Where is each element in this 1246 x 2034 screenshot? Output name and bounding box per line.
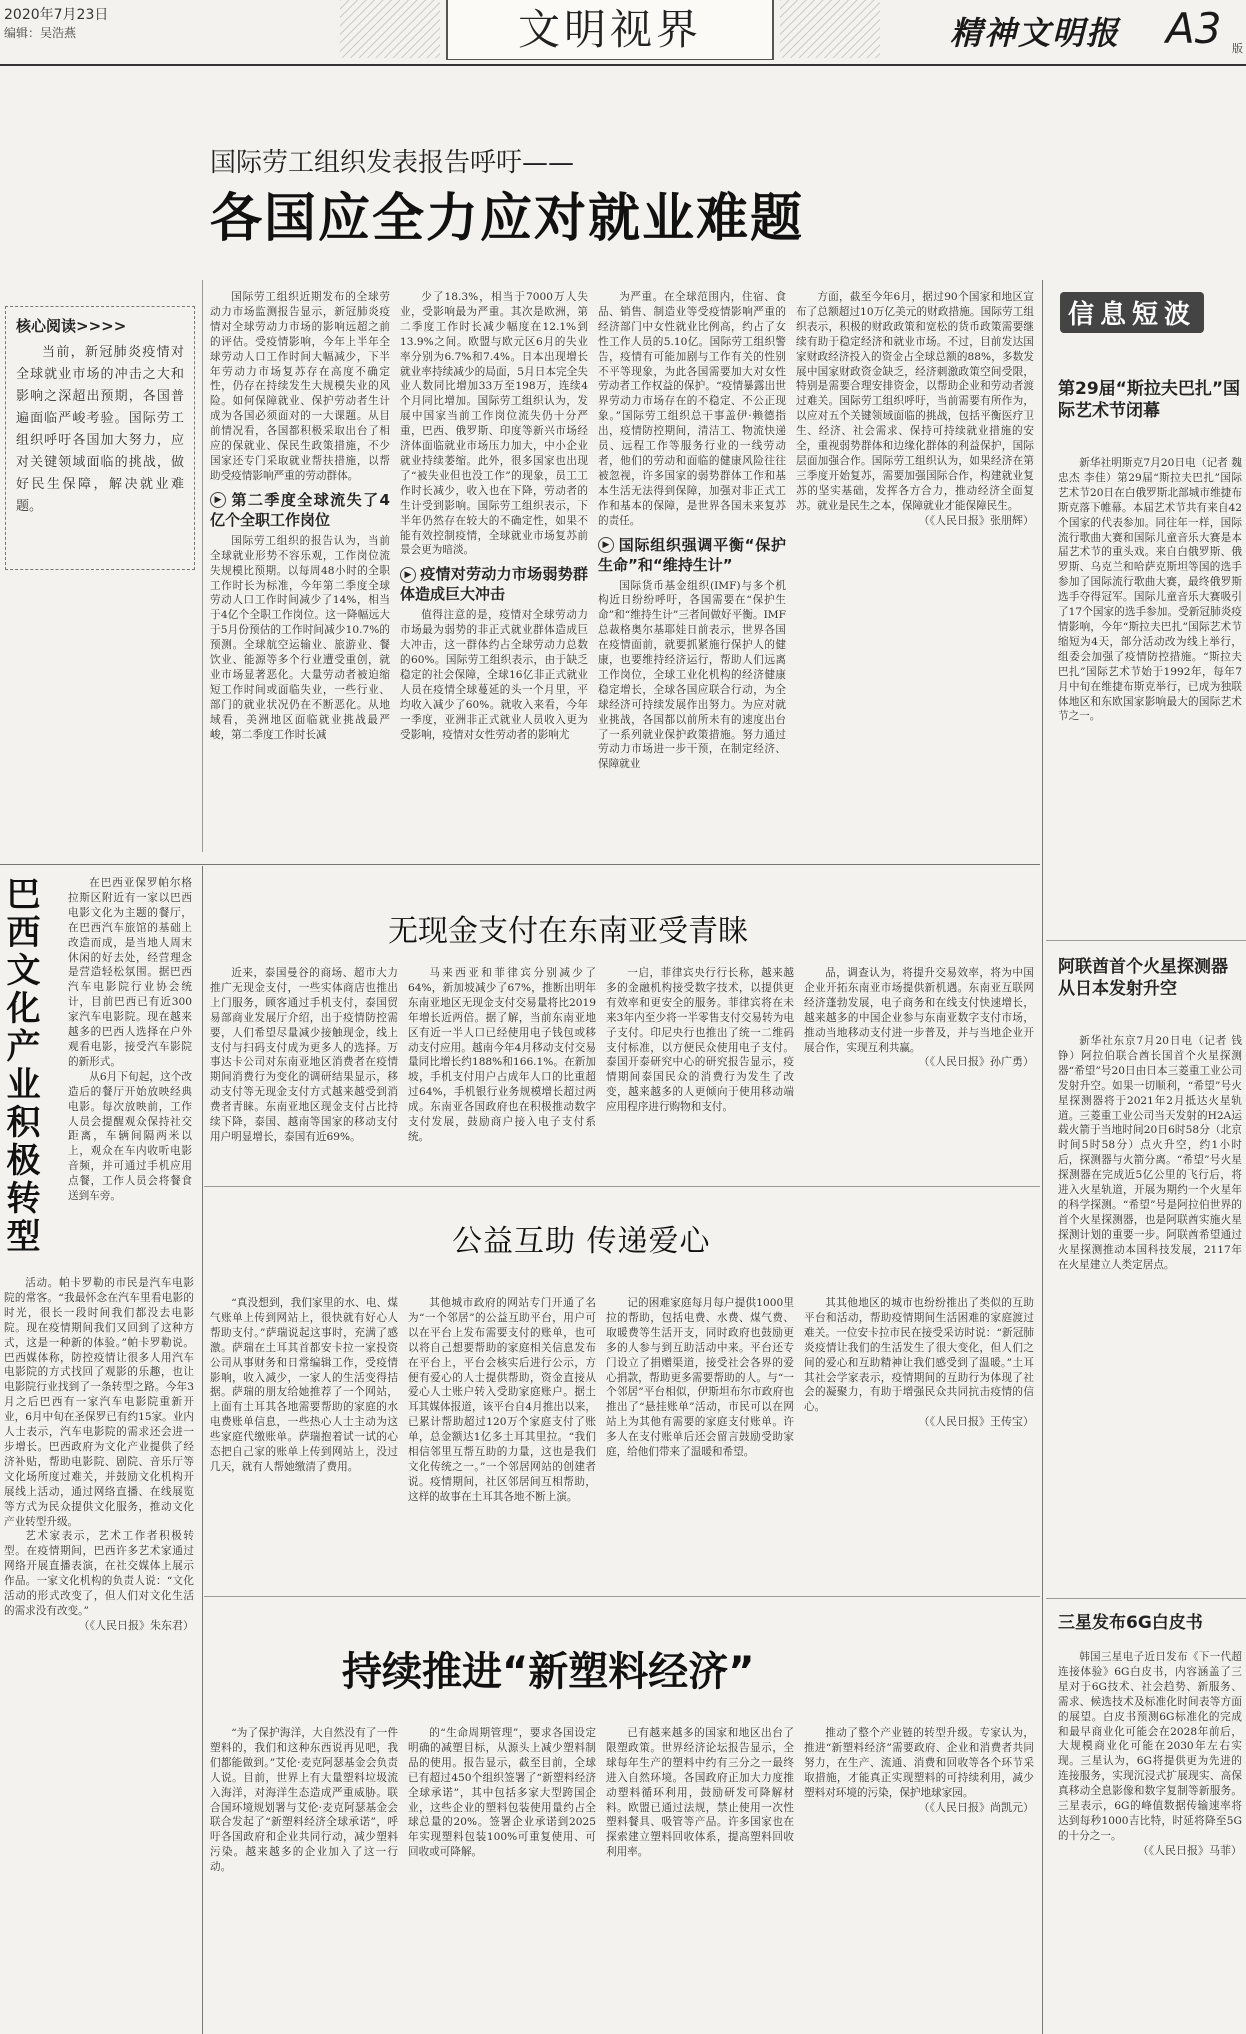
charity-column-2 [408, 1296, 596, 1586]
masthead [0, 0, 1246, 68]
plastics-column-4 [804, 1726, 1034, 2026]
lead-subhead-3: ▶ 国际组织强调平衡“保护生命”和“维持生计” [598, 535, 786, 574]
core-reading-label: 核心阅读>>>> [16, 317, 127, 335]
brazil-paragraph: 从6月下旬起，这个改造后的餐厅开始放映经典电影。每次放映前，工作人员会提醒观众保持社交距离，车辆间隔两米以上，观众在车内收听电影音频，并可通过手机应用点餐，工作人员会将餐食送到车旁。 [68, 1070, 192, 1203]
lead-column-2 [400, 290, 588, 850]
cashless-title: 无现金支付在东南亚受青睐 [388, 914, 748, 949]
cashless-column-2 [408, 966, 596, 1176]
charity-paragraph: 其其他地区的城市也纷纷推出了类似的互助平台和活动，帮助疫情期间生活困难的家庭渡过难关。一位安卡拉市民在接受采访时说：“新冠肺炎疫情让我们的生活发生了很大变化，但人们之间的爱心和互助精神让我们感受到了温暖。”土耳其社会学家表示，疫情期间的互助行为体现了社会的凝聚力，有助于增强民众共同抗击疫情的信心。 [804, 1297, 1034, 1414]
lead-paragraph: 国际货币基金组织(IMF)与多个机构近日纷纷呼吁，各国需要在“保护生命”和“维持生计”三者间做好平衡。IMF总裁格奥尔基耶娃日前表示，世界各国在疫情面前，就要抓紧施行保护人的健康，也要维持经济运行，帮助人们远离工作岗位，全球工业化机构的经济健康稳定增长，全球各国应联合行动，为全球经济可持续发展作出努力。为应对就业挑战，各国都以前所未有的速度出台了一系列就业保护政策措施。努力通过劳动力市场进一步干预，在制定经济、保障就业 [598, 579, 786, 771]
lead-paragraph: 方面，截至今年6月，据过90个国家和地区宣布了总额超过10万亿美元的财政措施。国际劳工组织表示，积极的财政政策和宽松的货币政策需要继续有助于稳定经济和就业市场。不过，目前发达国家财政经济投入的资金占全球总额的88%，多数发展中国家财政资金缺乏，经济刺激政策空间受限，特别是需要合理安排资金，以帮助企业和劳动者渡过难关。国际劳工组织呼吁，当前需要有所作为，以应对五个关键领域面临的挑战，包括平衡医疗卫生、经济、社会需求、保持可持续就业措施的安全，重视弱势群体和边缘化群体的利益保护，国际层面加强合作。国际劳工组织认为，如果经济在第三季度开始复苏，需要加强国际合作，构建就业复苏的坚实基础，发挥各方合力，推动经济全面复苏。就业是民生之本，保障就业才能保障民生。 [796, 291, 1034, 512]
lead-column-1 [210, 290, 390, 850]
brazil-paragraph: 艺术家表示，艺术工作者积极转型。在疫情期间，巴西许多艺术家通过网络开展直播表演，在社交媒体上展示作品。一家文化机构的负责人说：“文化活动的形式改变了，但人们对文化生活的需求没有改变。” [4, 1530, 194, 1617]
briefs-label-text: 信息短波 [1060, 292, 1204, 333]
editor-credit: 编辑：吴浩燕 [4, 26, 77, 40]
lead-headline: 各国应全力应对就业难题 [210, 189, 805, 249]
page-number: A3 [1166, 4, 1222, 53]
cashless-column-1 [210, 966, 398, 1176]
play-icon: ▶ [598, 537, 614, 553]
brief-item [1058, 1612, 1242, 1634]
brazil-source: （《人民日报》朱东君） [78, 1618, 194, 1632]
charity-source: （《人民日报》王传宝） [918, 1415, 1034, 1429]
plastics-column-1 [210, 1726, 398, 2026]
lead-subhead-1: ▶ 第二季度全球流失了4亿个全职工作岗位 [210, 490, 390, 529]
charity-paragraph: “真没想到，我们家里的水、电、煤气账单上传到网站上，很快就有好心人帮助支付。”萨瑞说起这事时，充满了感激。萨瑞在土耳其首都安卡拉一家投资公司从事财务和日常编辑工作，受疫情影响，收入减少，一家人的生活变得拮据。萨瑞的朋友给她推荐了一个网站，上面有土耳其各地需要帮助的家庭的水电费账单信息，一些热心人士主动为这些家庭代缴账单。萨瑞抱着试一试的心态把自己家的账单上传到网站上，没过几天，就有人帮她缴清了费用。 [210, 1297, 398, 1473]
brazil-column-bottom [4, 1276, 194, 2016]
cashless-source: （《人民日报》孙广勇） [918, 1055, 1034, 1069]
plastics-paragraph: 已有越来越多的国家和地区出台了限塑政策。世界经济论坛报告显示，全球每年生产的塑料中约有三分之一最终进入自然环境。各国政府正加大力度推动塑料循环利用，鼓励研发可降解材料。欧盟已通过法规，禁止使用一次性塑料餐具、吸管等产品。许多国家也在探索建立塑料回收体系，提高塑料回收利用率。 [606, 1727, 794, 1859]
plastics-paragraph: “为了保护海洋，大自然没有了一件塑料的，我们和这种东西说再见吧，我们都能做到。”艾伦·麦克阿瑟基金会负责人说。目前，世界上有大量塑料垃圾流入海洋，对海洋生态造成严重威胁。联合国环境规划署与艾伦·麦克阿瑟基金会联合发起了“新塑料经济全球承诺”，呼吁各国政府和企业共同行动，减少塑料污染。越来越多的企业加入了这一行动。 [210, 1727, 398, 1874]
cashless-paragraph: 品，调查认为，将提升交易效率，将为中国企业开拓东南亚市场提供新机遇。东南亚互联网经济蓬勃发展，电子商务和在线支付快速增长，越来越多的中国企业参与东南亚数字支付市场，推动当地移动支付进一步普及，并与当地企业开展合作，实现互利共赢。 [804, 967, 1034, 1054]
play-icon: ▶ [210, 492, 226, 508]
lead-subhead-2: ▶ 疫情对劳动力市场弱势群体造成巨大冲击 [400, 565, 588, 604]
lead-paragraph: 国际劳工组织的报告认为，当前全球就业形势不容乐观，工作岗位流失规模比预期。以每周48小时的全职工作时长为标准，今年第二季度全球劳动人口工作时间减少了14%，相当于4亿个全职工作岗位。这一降幅远大于5月份预估的工作时间减少10.7%的预测。全球航空运输业、旅游业、餐饮业、能源等多个行业遭受重创，就业市场显著恶化。大量劳动者被迫缩短工作时间或面临失业，一些行业、部门的就业状况仍在不断恶化。从地域看，美洲地区面临就业挑战最严峻，第二季度工作时长减 [210, 534, 390, 741]
brazil-title-text: 巴西文化产业积极转型 [0, 876, 40, 1256]
brief-title: 阿联酋首个火星探测器从日本发射升空 [1058, 957, 1228, 999]
brief-paragraph: 新华社明斯克7月20日电（记者 魏忠杰 李佳）第29届“斯拉夫巴扎”国际艺术节20日在白俄罗斯北部城市维捷布斯克落下帷幕。本届艺术节共有来自42个国家的代表参加。同往年一样，国际流行歌曲大赛和国际儿童音乐大赛是本届艺术节的重头戏。来自白俄罗斯、俄罗斯、乌克兰和哈萨克斯坦等国的选手参加了国际流行歌曲大赛，最终俄罗斯选手夺得冠军。国际儿童音乐大赛吸引了17个国家的选手参加。受新冠肺炎疫情影响，今年“斯拉夫巴扎”国际艺术节缩短为4天，部分活动改为线上举行，组委会加强了疫情防控措施。“斯拉夫巴扎”国际艺术节始于1992年，每年7月中旬在维捷布斯克举行，已成为独联体地区和东欧国家影响最大的国际艺术节之一。 [1058, 457, 1242, 723]
lead-source: （《人民日报》张朋辉） [918, 513, 1034, 527]
lead-column-3 [598, 290, 786, 850]
decorative-stripes [340, 0, 440, 58]
brief-paragraph: 韩国三星电子近日发布《下一代超连接体验》6G白皮书，内容涵盖了三星对于6G技术、社会趋势、新服务、需求、候选技术及标准化时间表等方面的展望。白皮书预测6G标准化的完成和最早商业化可能会在2028年前后，大规模商业化可能在2030年左右实现。三星认为，6G将提供更为先进的连接服务，实现沉浸式扩展现实、高保真移动全息影像和数字复制等新服务。三星表示，6G的峰值数据传输速率将达到每秒1000吉比特，时延将降至5G的十分之一。 [1058, 1651, 1242, 1842]
plastics-column-3 [606, 1726, 794, 2026]
cashless-paragraph: 近来，泰国曼谷的商场、超市大力推广无现金支付，一些实体商店也推出上门服务，顾客通过手机支付，泰国贸易部商业发展厅介绍，出于疫情防控需要，人们希望尽量减少接触现金，线上支付与扫码支付成为更多人的选择。万事达卡公司对东南亚地区消费者在疫情期间消费行为变化的调研结果显示，移动支付等无现金支付方式越来越受到消费者青睐。东南亚地区现金支付占比持续下降，泰国、越南等国家的移动支付用户明显增长，泰国有近69%。 [210, 967, 398, 1143]
lead-paragraph: 为严重。在全球范围内，住宿、食品、销售、制造业等受疫情影响严重的经济部门中女性就业比例高，约占了女性工作人员的5.10亿。国际劳工组织警告，疫情有可能加剧与工作有关的性别不平等现象，为此各国需要加大对女性劳动者工作权益的保护。“疫情暴露出世界劳动力市场存在的不稳定、不公正现象。”国际劳工组织总干事盖伊·赖德指出，疫情防控期间，清洁工、物流快递员、远程工作等服务行业的一线劳动者，他们的劳动和面临的健康风险往往被忽视，许多国家的弱势群体工作和基本生活无法得到保障，加强对非正式工作和基本的保障，是世界各国未来复苏的责任。 [598, 291, 786, 527]
lead-paragraph: 值得注意的是，疫情对全球劳动力市场最为弱势的非正式就业群体造成巨大冲击，这一群体约占全球劳动力总数的60%。国际劳工组织表示，由于缺乏稳定的社会保障，全球16亿非正式就业人员在疫情全球蔓延的头一个月里，平均收入减少了60%。就收入来看，今年一季度，亚洲非正式就业人员收入更为受影响，疫情对女性劳动者的影响尤 [400, 609, 588, 741]
plastics-paragraph: 的“生命周期管理”，要求各国设定明确的减塑目标，从源头上减少塑料制品的使用。报告显示，截至目前，全球已有超过450个组织签署了“新塑料经济全球承诺”，其中包括多家大型跨国企业，这些企业的塑料包装使用量约占全球总量的20%。签署企业承诺到2025年实现塑料包装100%可重复使用、可回收或可降解。 [408, 1727, 596, 1859]
brief-item [1058, 378, 1242, 422]
cashless-column-3 [606, 966, 794, 1176]
newspaper-logo: 精神文明报 [950, 14, 1121, 52]
cashless-paragraph: 一启，菲律宾央行行长称，越来越多的金融机构接受数字技术，以提供更有效率和更安全的服务。菲律宾将在未来3年内至少将一半零售支付交易转为电子支付。印尼央行也推出了统一二维码支付标准，以方便民众使用电子支付。泰国开泰研究中心的研究报告显示，疫情期间泰国民众的消费行为发生了改变，越来越多的人更倾向于使用移动端应用程序进行购物和支付。 [606, 967, 794, 1114]
lead-paragraph: 少了18.3%，相当于7000万人失业，受影响最为严重。其次是欧洲，第二季度工作时长减少幅度在12.1%到13.9%之间。欧盟与欧元区6月的失业率分别为6.7%和7.4%。日本出现增长就业率持续减少的局面，5月日本完全失业人数同比增加33万至198万，连续4个月同比增加。国际劳工组织认为，发展中国家当前工作岗位流失仍十分严重，巴西、俄罗斯、印度等新兴市场经济体面临就业市场压力加大，中小企业就业持续萎缩。此外，很多国家也出现了“被失业但也没工作”的现象，员工工作时长减少，收入也在下降，劳动者的生计受到影响。国际劳工组织表示，下半年仍然存在较大的不确定性，如果不能有效控制疫情，全球就业市场复苏前景会更为暗淡。 [400, 291, 588, 557]
brazil-paragraph: 活动。帕卡罗勒的市民是汽车电影院的常客。“我最怀念在汽车里看电影的时光，很长一段时间我们都没去电影院。现在疫情期间我们又回到了这种方式，这是一种新的体验。”帕卡罗勒说。巴西媒体称，防控疫情让很多人用汽车电影院的方式找回了观影的乐趣，也让电影院行业找到了一条转型之路。今年3月之后巴西有一家汽车电影院重新开业，6月中旬在圣保罗已有约15家。业内人士表示，汽车电影院的需求还会进一步增长。巴西政府为文化产业提供了经济补贴，帮助电影院、剧院、音乐厅等文化场所度过难关，并鼓励文化机构开展线上活动，通过网络直播、在线展览等方式为民众提供文化服务，推动文化产业转型升级。 [4, 1277, 194, 1528]
plastics-source: （《人民日报》尚凯元） [918, 1800, 1034, 1814]
charity-column-4 [804, 1296, 1034, 1586]
brief-paragraph: 新华社东京7月20日电（记者 钱铮）阿拉伯联合酋长国首个火星探测器“希望”号20日由日本三菱重工业公司发射升空。如果一切顺利，“希望”号火星探测器将于2021年2月抵达火星轨道。三菱重工业公司当天发射的H2A运载火箭于当地时间20日6时58分（北京时间5时58分）点火升空，约1小时后，探测器与火箭分离。“希望”号火星探测器在完成近5亿公里的飞行后，将进入火星轨道，开展为期约一个火星年的科学探测。“希望”号是阿拉伯世界的首个火星探测器，也是阿联酋实施火星探测计划的重要一步。阿联酋希望通过火星探测推动本国科技发展，2117年在火星建立人类定居点。 [1058, 1035, 1242, 1271]
brazil-paragraph: 在巴西亚保罗帕尔格拉斯区附近有一家以巴西电影文化为主题的餐厅，在巴西汽车旅馆的基础上改造而成，是当地人周末休闲的好去处，经营理念是营造轻松氛围。据巴西汽车电影院行业协会统计，目前巴西已有近300家汽车电影院。现在越来越多的巴西人选择在户外观看电影，接受汽车影院的新形式。 [68, 877, 192, 1068]
charity-column-3 [606, 1296, 794, 1586]
brief-title: 三星发布6G白皮书 [1058, 1613, 1203, 1633]
charity-paragraph: 其他城市政府的网站专门开通了名为“一个邻居”的公益互助平台，用户可以在平台上发布需要支付的账单，也可以将自己想要帮助的家庭相关信息发布在平台上，平台会核实后进行公示，方便有爱心的人士提供帮助，资金直接从爱心人士账户转入受助家庭账户。据土耳其媒体报道，该平台自4月推出以来，已累计帮助超过120万个家庭支付了账单，总金额达1亿多土耳其里拉。“我们相信邻里互帮互助的力量，这也是我们文化传统之一。”一个邻居网站的创建者说。疫情期间，社区邻居间互相帮助，这样的故事在土耳其各地不断上演。 [408, 1297, 596, 1503]
brief-source: （《人民日报》马菲） [1137, 1843, 1242, 1857]
brief-title: 第29届“斯拉夫巴扎”国际艺术节闭幕 [1058, 379, 1241, 421]
charity-column-1 [210, 1296, 398, 1586]
decorative-stripes-right [780, 0, 880, 58]
lead-column-4 [796, 290, 1034, 850]
issue-date: 2020年7月23日 [4, 7, 109, 23]
section-banner [446, 0, 774, 60]
charity-title: 公益互助 传递爱心 [452, 1224, 711, 1259]
plastics-paragraph: 推动了整个产业链的转型升级。专家认为，推进“新塑料经济”需要政府、企业和消费者共同努力，在生产、流通、消费和回收等各个环节采取措施，才能真正实现塑料的可持续利用，减少塑料对环境的污染，保护地球家园。 [804, 1727, 1034, 1799]
cashless-column-4 [804, 966, 1034, 1176]
brief-text [1058, 1034, 1242, 1600]
brazil-column-top [68, 876, 192, 1266]
lead-paragraph: 国际劳工组织近期发布的全球劳动力市场监测报告显示，新冠肺炎疫情对全球劳动力市场的影响远超之前的评估。受疫情影响，今年上半年全球劳动人口工作时间大幅减少，下半年劳动力市场复苏存在高度不确定性，仍存在持续发生大规模失业的风险。如何保障就业、保护劳动者生计成为各国必须面对的一大课题。从目前情况看，各国都积极采取出台了相应的保就业、保民生政策措施，不少国家还专门采取就业帮扶措施，以帮助受疫情影响严重的劳动群体。 [210, 291, 390, 482]
briefs-label [1060, 292, 1204, 333]
section-title: 文明视界 [517, 5, 702, 54]
core-reading-box [5, 306, 195, 570]
lead-kicker: 国际劳工组织发表报告呼吁—— [210, 148, 575, 178]
charity-paragraph: 记的困难家庭每月每户提供1000里拉的帮助，包括电费、水费、煤气费、取暖费等生活开支，同时政府也鼓励更多的人参与到互助活动中来。平台还专门设立了捐赠渠道，接受社会各界的爱心捐款，帮助更多需要帮助的人。与“一个邻居”平台相似，伊斯坦布尔市政府也推出了“悬挂账单”活动，市民可以在网站上为其他有需要的家庭支付账单。许多人在支付账单后还会留言鼓励受助家庭，给他们带来了温暖和希望。 [606, 1297, 794, 1459]
page-suffix: 版 [1232, 42, 1243, 55]
cashless-paragraph: 马来西亚和菲律宾分别减少了64%，新加坡减少了67%，推断出明年东南亚地区无现金支付交易量将比2019年增长近两倍。据了解，当前东南亚地区有近一半人口已经使用电子钱包或移动支付应用。越南今年4月移动支付交易量同比增长约188%和166.1%。在新加坡，手机支付用户占成年人口的比重超过64%，手机银行业务规模增长超过两成。东南亚各国政府也在积极推动数字支付发展，鼓励商户接入电子支付系统。 [408, 967, 596, 1143]
brief-text [1058, 456, 1242, 868]
plastics-column-2 [408, 1726, 596, 2026]
brief-item [1058, 956, 1242, 1000]
core-reading-text: 当前，新冠肺炎疫情对全球就业市场的冲击之大和影响之深超出预期，各国普遍面临严峻考验。国际劳工组织呼吁各国加大努力，应对关键领域面临的挑战，做好民生保障，解决就业难题。 [16, 345, 184, 514]
plastics-title: 持续推进“新塑料经济” [342, 1649, 755, 1695]
brazil-title [0, 876, 42, 1256]
play-icon: ▶ [400, 567, 416, 583]
brief-text [1058, 1650, 1242, 2026]
